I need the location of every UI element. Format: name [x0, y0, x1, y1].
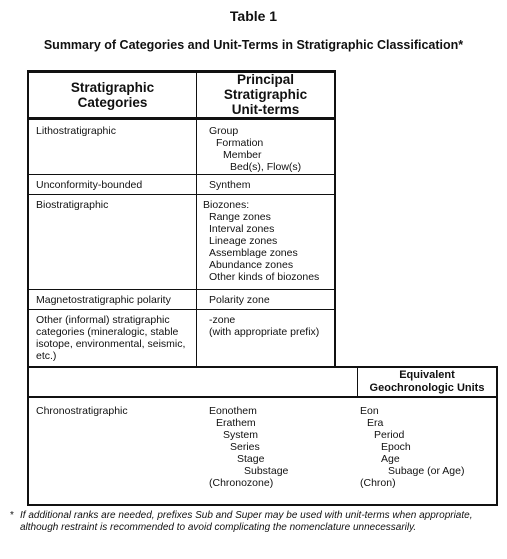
terms-chrono: Eonothem Erathem System Series Stage Substage (Chronozone): [209, 405, 289, 489]
terms-bio: Biozones: Range zones Interval zones Lineage zones Assemblage zones Abundance zones Other kinds of biozones: [203, 199, 320, 283]
category-other: Other (informal) stratigraphic categories (mineralogic, stable isotope, environmental, seismic, etc.): [36, 314, 186, 362]
table-title: Summary of Categories and Unit-Terms in Stratigraphic Classification*: [43, 38, 464, 52]
table-number: Table 1: [229, 8, 278, 24]
header-geochronologic: Equivalent Geochronologic Units: [369, 369, 485, 394]
footnote-text: If additional ranks are needed, prefixes Sub and Super may be used with unit-terms when appropriate, although restraint is recommended to avoid complicating the nomenclature unnecessarily.: [20, 510, 473, 533]
geochron-chrono: Eon Era Period Epoch Age Subage (or Age) (Chron): [360, 405, 465, 489]
terms-litho: Group Formation Member Bed(s), Flow(s): [209, 125, 302, 173]
terms-other: -zone (with appropriate prefix): [209, 314, 320, 338]
category-bio: Biostratigraphic: [36, 199, 109, 211]
category-magneto: Magnetostratigraphic polarity: [36, 294, 171, 306]
footnote: [10, 510, 500, 534]
footnote-marker: *: [10, 510, 14, 521]
category-litho: Lithostratigraphic: [36, 125, 116, 137]
category-unconformity: Unconformity-bounded: [36, 179, 143, 191]
terms-magneto: Polarity zone: [209, 294, 270, 306]
header-unit-terms: Principal Stratigraphic Unit-terms: [223, 72, 308, 117]
category-chrono: Chronostratigraphic: [36, 405, 128, 417]
terms-unconformity: Synthem: [209, 179, 251, 191]
header-categories: Stratigraphic Categories: [70, 80, 155, 110]
